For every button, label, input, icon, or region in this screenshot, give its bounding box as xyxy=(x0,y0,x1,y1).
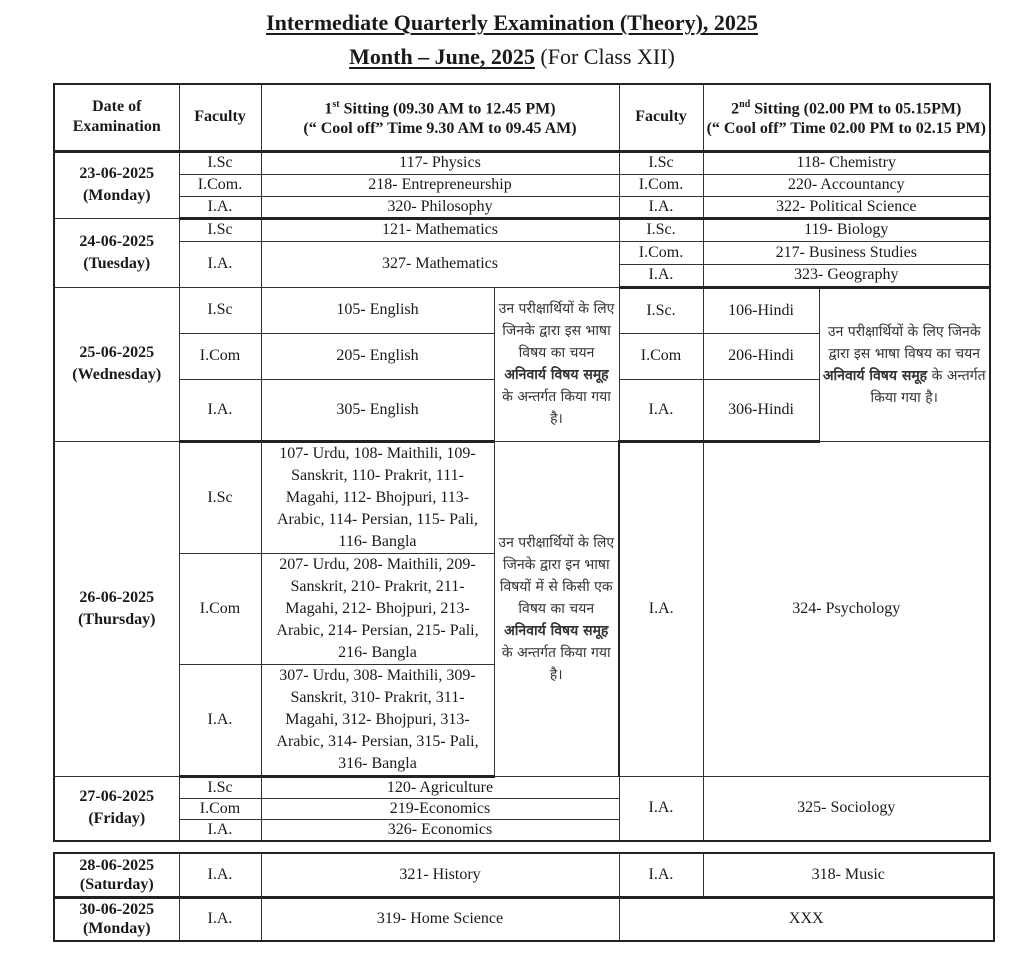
faculty-cell: I.A. xyxy=(619,264,703,287)
document-subtitle xyxy=(0,44,1024,70)
subject-cell: 321- History xyxy=(261,853,619,897)
faculty-cell: I.Com. xyxy=(179,174,261,196)
faculty-cell: I.Sc. xyxy=(619,218,703,241)
faculty-cell: I.Sc. xyxy=(619,287,703,333)
exam-date: 30-06-2025 (Monday) xyxy=(54,897,179,941)
subject-cell: 319- Home Science xyxy=(261,897,619,941)
table-row xyxy=(54,441,990,553)
subject-cell: 326- Economics xyxy=(261,819,619,841)
subject-cell: 220- Accountancy xyxy=(703,174,990,196)
exam-date: 23-06-2025 (Monday) xyxy=(54,151,179,218)
subject-cell: 217- Business Studies xyxy=(703,241,990,264)
subject-cell: 305- English xyxy=(261,379,494,441)
subject-cell: 106-Hindi xyxy=(703,287,819,333)
faculty-cell: I.A. xyxy=(619,379,703,441)
subject-cell: 206-Hindi xyxy=(703,333,819,379)
faculty-cell: I.Com xyxy=(619,333,703,379)
subject-cell: XXX xyxy=(619,897,994,941)
document-title: Intermediate Quarterly Examination (Theory), 2025 xyxy=(266,10,758,35)
faculty-cell: I.A. xyxy=(619,196,703,218)
subject-cell: 218- Entrepreneurship xyxy=(261,174,619,196)
faculty-cell: I.Sc xyxy=(179,151,261,174)
subject-cell: 120- Agriculture xyxy=(261,776,619,798)
table-row xyxy=(54,897,994,941)
table-row xyxy=(54,151,990,174)
language-note: उन परीक्षार्थियों के लिए जिनके द्वारा इस भाषा विषय का चयन अनिवार्य विषय समूह के अन्तर्गत किया गया है। xyxy=(494,287,619,441)
subject-cell: 117- Physics xyxy=(261,151,619,174)
exam-date: 27-06-2025 (Friday) xyxy=(54,776,179,841)
header-first-sitting: 1st Sitting (09.30 AM to 12.45 PM) (“ Cool off” Time 9.30 AM to 09.45 AM) xyxy=(261,84,619,151)
header-date: Date of Examination xyxy=(54,84,179,151)
table-row xyxy=(54,218,990,241)
faculty-cell: I.A. xyxy=(619,776,703,841)
header-faculty-2: Faculty xyxy=(619,84,703,151)
faculty-cell: I.A. xyxy=(619,853,703,897)
faculty-cell: I.Sc xyxy=(619,151,703,174)
subject-cell: 219-Economics xyxy=(261,798,619,819)
month-label: Month – June, 2025 xyxy=(349,44,535,69)
faculty-cell: I.A. xyxy=(179,241,261,287)
table-row xyxy=(54,287,990,333)
subject-cell: 324- Psychology xyxy=(703,441,990,776)
faculty-cell: I.Com xyxy=(179,553,261,664)
faculty-cell: I.Sc xyxy=(179,441,261,553)
subject-cell: 107- Urdu, 108- Maithili, 109- Sanskrit, 110- Prakrit, 111- Magahi, 112- Bhojpuri, 113- Arabic, 114- Persian, 115- Pali, 116- Bangla xyxy=(261,441,494,553)
faculty-cell: I.A. xyxy=(619,441,703,776)
subject-cell: 318- Music xyxy=(703,853,994,897)
faculty-cell: I.A. xyxy=(179,664,261,776)
subject-cell: 105- English xyxy=(261,287,494,333)
class-label: (For Class XII) xyxy=(534,44,675,69)
faculty-cell: I.A. xyxy=(179,897,261,941)
table-row xyxy=(54,241,990,264)
language-note: उन परीक्षार्थियों के लिए जिनके द्वारा इस भाषा विषय का चयन अनिवार्य विषय समूह के अन्तर्गत किया गया है। xyxy=(819,287,990,441)
exam-date: 25-06-2025 (Wednesday) xyxy=(54,287,179,441)
faculty-cell: I.A. xyxy=(179,196,261,218)
exam-date: 28-06-2025 (Saturday) xyxy=(54,853,179,897)
exam-date: 24-06-2025 (Tuesday) xyxy=(54,218,179,287)
faculty-cell: I.Sc xyxy=(179,287,261,333)
table-row xyxy=(54,853,994,897)
exam-schedule-table-continued xyxy=(53,852,995,942)
header-row xyxy=(54,84,990,151)
faculty-cell: I.Sc xyxy=(179,776,261,798)
faculty-cell: I.Sc xyxy=(179,218,261,241)
header-second-sitting: 2nd Sitting (02.00 PM to 05.15PM) (“ Cool off” Time 02.00 PM to 02.15 PM) xyxy=(703,84,990,151)
table-row xyxy=(54,776,990,798)
subject-cell: 320- Philosophy xyxy=(261,196,619,218)
subject-cell: 119- Biology xyxy=(703,218,990,241)
faculty-cell: I.Com xyxy=(179,798,261,819)
subject-cell: 306-Hindi xyxy=(703,379,819,441)
table-row xyxy=(54,174,990,196)
faculty-cell: I.A. xyxy=(179,379,261,441)
faculty-cell: I.Com. xyxy=(619,241,703,264)
subject-cell: 325- Sociology xyxy=(703,776,990,841)
exam-schedule-table xyxy=(53,83,991,842)
subject-cell: 327- Mathematics xyxy=(261,241,619,287)
exam-date: 26-06-2025 (Thursday) xyxy=(54,441,179,776)
subject-cell: 205- English xyxy=(261,333,494,379)
faculty-cell: I.Com. xyxy=(619,174,703,196)
header-faculty-1: Faculty xyxy=(179,84,261,151)
faculty-cell: I.A. xyxy=(179,819,261,841)
language-note: उन परीक्षार्थियों के लिए जिनके द्वारा इन भाषा विषयों में से किसी एक विषय का चयन अनिवार्य विषय समूह के अन्तर्गत किया गया है। xyxy=(494,441,619,776)
faculty-cell: I.Com xyxy=(179,333,261,379)
table-row xyxy=(54,196,990,218)
subject-cell: 118- Chemistry xyxy=(703,151,990,174)
subject-cell: 323- Geography xyxy=(703,264,990,287)
subject-cell: 207- Urdu, 208- Maithili, 209- Sanskrit, 210- Prakrit, 211- Magahi, 212- Bhojpuri, 213- Arabic, 214- Persian, 215- Pali, 216- Bangla xyxy=(261,553,494,664)
subject-cell: 322- Political Science xyxy=(703,196,990,218)
subject-cell: 307- Urdu, 308- Maithili, 309- Sanskrit, 310- Prakrit, 311- Magahi, 312- Bhojpuri, 313- Arabic, 314- Persian, 315- Pali, 316- Bangla xyxy=(261,664,494,776)
subject-cell: 121- Mathematics xyxy=(261,218,619,241)
faculty-cell: I.A. xyxy=(179,853,261,897)
